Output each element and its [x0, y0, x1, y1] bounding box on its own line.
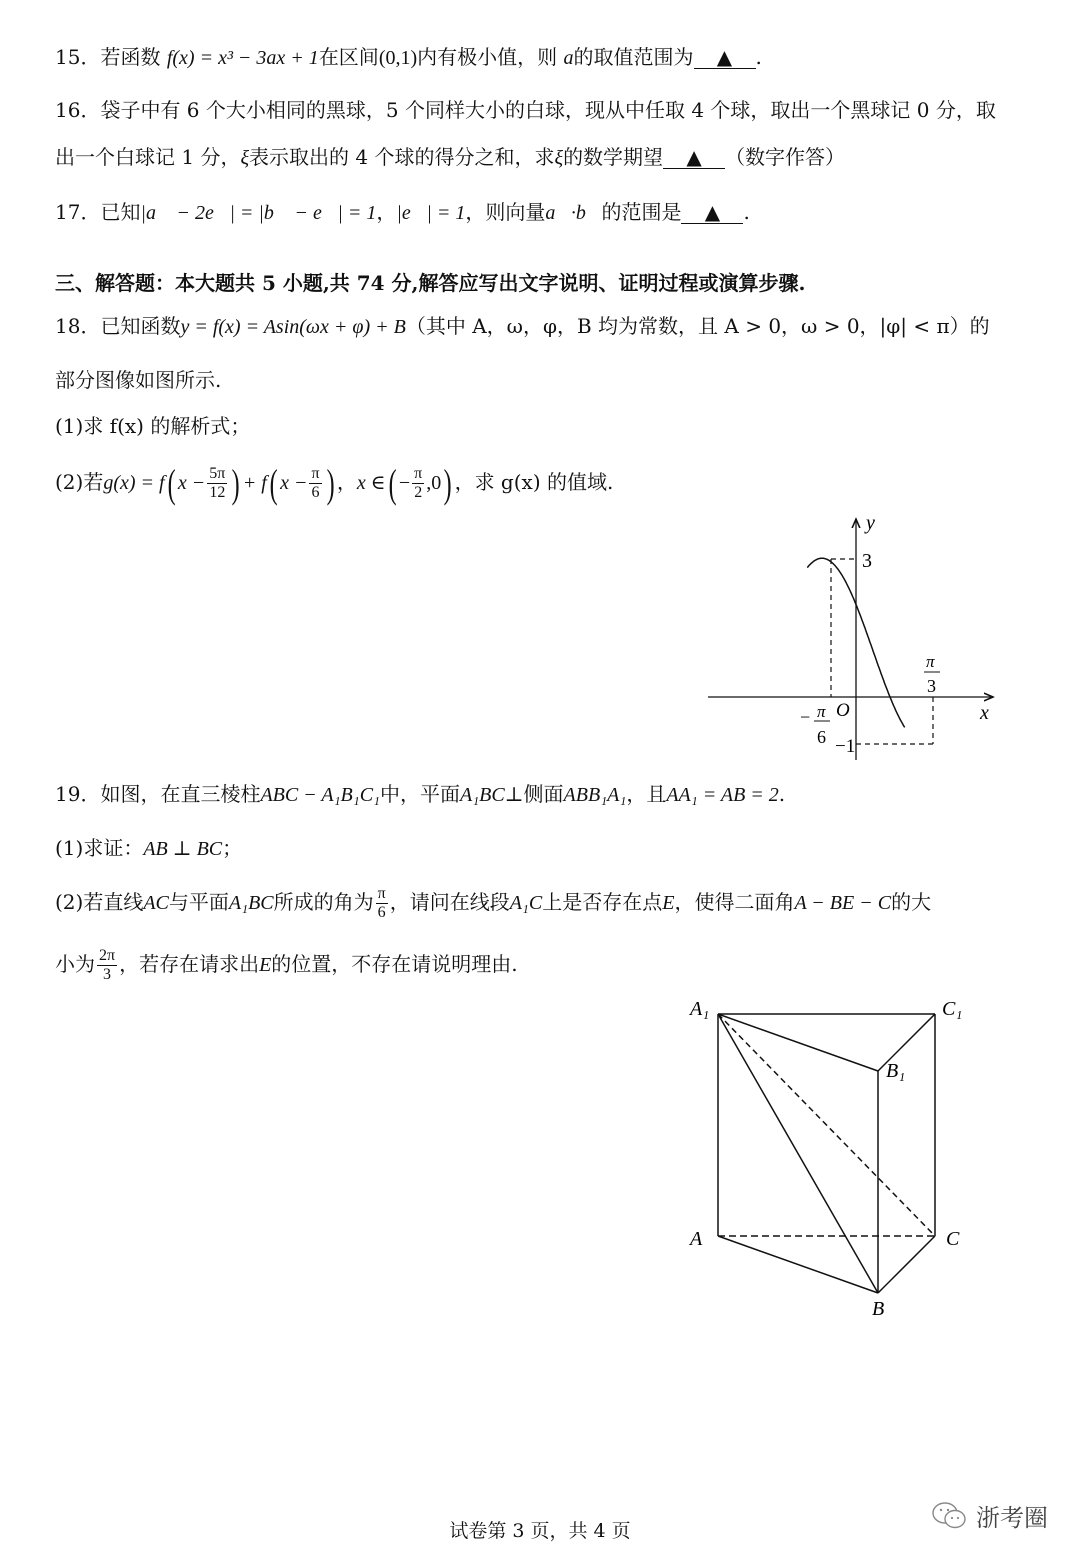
q18-function-graph	[690, 505, 1010, 775]
frac-den: 3	[103, 966, 112, 983]
q17-expression-3: a⃗·b⃗	[545, 202, 602, 224]
label-a1: A₁	[690, 998, 710, 1020]
q18-part-2	[55, 462, 613, 504]
tick-right-num: π	[926, 652, 935, 671]
q19-text-3: 侧面	[523, 782, 564, 806]
q18-domain: x ∈	[356, 472, 386, 494]
q16-line-2a: 出一个白球记 1 分，	[55, 145, 241, 169]
q19-p2b: 与平面	[168, 890, 229, 914]
q18-arg2: x −	[280, 472, 308, 494]
paren: )	[443, 460, 452, 506]
wechat-icon	[930, 1500, 970, 1532]
q18-number: 18．	[55, 314, 101, 338]
paren: )	[232, 460, 241, 506]
label-c1: C₁	[942, 998, 963, 1020]
q19-part-2-line-1	[55, 882, 931, 923]
q18-part-2-prefix: (2)若	[55, 470, 104, 494]
q16-number: 16．	[55, 98, 101, 122]
q16-line-2c: 的数学期望	[563, 145, 664, 169]
q19-perp: ⊥	[504, 784, 524, 806]
label-c: C	[946, 1228, 960, 1250]
question-16-line-1	[55, 96, 996, 124]
q19-part-2-line-2	[55, 944, 518, 985]
q16-xi: ξ	[240, 147, 250, 169]
q19-line-ac: AC	[143, 892, 169, 914]
question-18-line-2: 部分图像如图所示.	[55, 368, 222, 392]
q17-end: .	[743, 200, 750, 224]
q18-frac-pi-6	[309, 465, 321, 502]
q17-answer-blank[interactable]: ▲	[681, 201, 743, 224]
q15-interval: (0,1)	[378, 47, 418, 69]
q16-line-2b: 表示取出的 4 个球的得分之和，求	[249, 145, 555, 169]
q15-var: a	[563, 47, 574, 69]
q15-text-4: 的取值范围为	[573, 45, 694, 69]
q19-prism: ABC − A₁B₁C₁	[260, 784, 380, 806]
q18-text-2: （其中 A，ω，φ，B 均为常数，且 A > 0，ω > 0，|φ| < π）的	[405, 314, 990, 338]
edge-a1-b1	[718, 1014, 878, 1071]
q19-p2d: ，请问在线段	[389, 890, 510, 914]
q18-part-1: (1)求 f(x) 的解析式；	[55, 414, 251, 438]
frac-num: 2π	[99, 947, 116, 964]
watermark-text: 浙考圈	[976, 1504, 1048, 1532]
frac-den: 6	[311, 484, 320, 501]
q17-number: 17．	[55, 200, 101, 224]
q19-number: 19．	[55, 782, 101, 806]
q18-text-1: 已知函数	[100, 314, 181, 338]
question-19-line-1	[55, 780, 785, 809]
q19-part-1-end: ；	[222, 836, 243, 860]
min-value-label: −1	[835, 736, 856, 757]
q15-number: 15．	[55, 45, 101, 69]
q19-text-4: ，且	[626, 782, 667, 806]
tick-left-sign: −	[800, 707, 811, 727]
q19-part-1	[55, 834, 242, 863]
q17-expression-1: |a⃗ − 2e⃗| = |b⃗ − e⃗| = 1	[140, 202, 377, 224]
q19-p2c: 所成的角为	[273, 890, 374, 914]
max-value-label: 3	[862, 550, 872, 572]
watermark	[930, 1498, 1048, 1533]
label-b: B	[872, 1298, 885, 1320]
q18-g-def: g(x) = f	[103, 472, 165, 494]
q19-frac-2pi-3	[97, 947, 117, 984]
minus: −	[398, 472, 411, 494]
q19-p2f: ，使得二面角	[674, 890, 795, 914]
q18-frac-5pi-12	[207, 465, 227, 502]
comma: ，	[336, 470, 357, 494]
q18-arg1: x −	[177, 472, 206, 494]
label-b1: B₁	[886, 1060, 906, 1082]
frac-num: π	[414, 465, 423, 482]
y-axis-label: y	[866, 512, 875, 534]
q19-plane-a1bc: A₁BC	[228, 892, 274, 914]
q19-frac-pi-6	[376, 885, 388, 922]
frac-den: 6	[377, 904, 386, 921]
q15-answer-blank[interactable]: ▲	[694, 46, 756, 69]
q17-text-2: ，则向量	[465, 200, 546, 224]
section-3-heading: 三、解答题：本大题共 5 小题,共 74 分,解答应写出文字说明、证明过程或演算步骤.	[55, 271, 806, 295]
q19-text-1: 如图，在直三棱柱	[100, 782, 261, 806]
q16-xi-2: ξ	[554, 147, 564, 169]
origin-label: O	[836, 700, 850, 721]
q15-text-1: 若函数	[100, 45, 161, 69]
q19-part-1-prefix: (1)求证：	[55, 836, 144, 860]
frac-den: 12	[209, 484, 226, 501]
paren: (	[269, 460, 278, 506]
frac-den: 2	[414, 484, 423, 501]
q16-line-1: 袋子中有 6 个大小相同的黑球，5 个同样大小的白球，现从中任取 4 个球，取出一个黑球记 0 分，取	[100, 98, 996, 122]
q15-function: f(x) = x³ − 3ax + 1	[166, 47, 319, 69]
x-axis-label: x	[980, 702, 989, 724]
q19-p2a: (2)若直线	[55, 890, 144, 914]
tick-left-den: 6	[817, 727, 826, 747]
q16-note: （数字作答）	[725, 145, 846, 169]
q19-segment: A₁C	[509, 892, 543, 914]
q19-p3a: 小为	[55, 952, 95, 976]
tick-left-num: π	[817, 702, 826, 721]
frac-num: π	[311, 465, 320, 482]
q19-dihedral: A − BE − C	[794, 892, 892, 914]
q16-answer-blank[interactable]: ▲	[663, 146, 725, 169]
q15-text-3: 内有极小值，则	[417, 45, 558, 69]
q19-point-e-2: E	[259, 954, 272, 976]
q19-face: ABB₁A₁	[563, 784, 627, 806]
q17-text-3: 的范围是	[601, 200, 682, 224]
q18-plus: + f	[242, 472, 267, 494]
question-17	[55, 198, 750, 227]
q18-frac-pi-2	[412, 465, 424, 502]
q19-part-1-claim: AB ⊥ BC	[143, 838, 223, 860]
q17-sep: ，	[376, 200, 397, 224]
q15-text-2: 在区间	[318, 45, 379, 69]
q19-p3c: 的位置，不存在请说明理由.	[271, 952, 518, 976]
q17-text-1: 已知	[100, 200, 141, 224]
q19-equation: AA₁ = AB = 2	[666, 784, 779, 806]
q15-end: .	[755, 45, 762, 69]
paren: (	[167, 460, 176, 506]
q19-p2e: 上是否存在点	[542, 890, 663, 914]
label-a: A	[690, 1228, 703, 1250]
frac-num: 5π	[209, 465, 226, 482]
question-18-line-1	[55, 312, 990, 341]
q19-end: .	[778, 782, 786, 806]
paren: )	[326, 460, 335, 506]
edge-b-c	[878, 1236, 935, 1293]
paren: (	[388, 460, 397, 506]
frac-num: π	[377, 885, 386, 902]
q19-p3b: ，若存在请求出	[119, 952, 260, 976]
tick-right-den: 3	[927, 676, 936, 696]
question-16-line-2	[55, 143, 845, 172]
edge-a-b	[718, 1236, 878, 1293]
q19-p2g: 的大	[891, 890, 932, 914]
q18-function: y = f(x) = Asin(ωx + φ) + B	[180, 316, 406, 338]
q19-text-2: 中，平面	[380, 782, 460, 806]
q18-part-2-tail: ，求 g(x) 的值域.	[454, 470, 614, 494]
q19-point-e: E	[662, 892, 675, 914]
q19-plane: A₁BC	[460, 784, 505, 806]
page-footer: 试卷第 3 页，共 4 页	[449, 1520, 631, 1542]
q18-domain-end: ,0	[426, 472, 442, 494]
question-15	[55, 43, 762, 72]
q17-expression-2: |e⃗| = 1	[396, 202, 466, 224]
q19-prism-figure	[670, 985, 990, 1325]
